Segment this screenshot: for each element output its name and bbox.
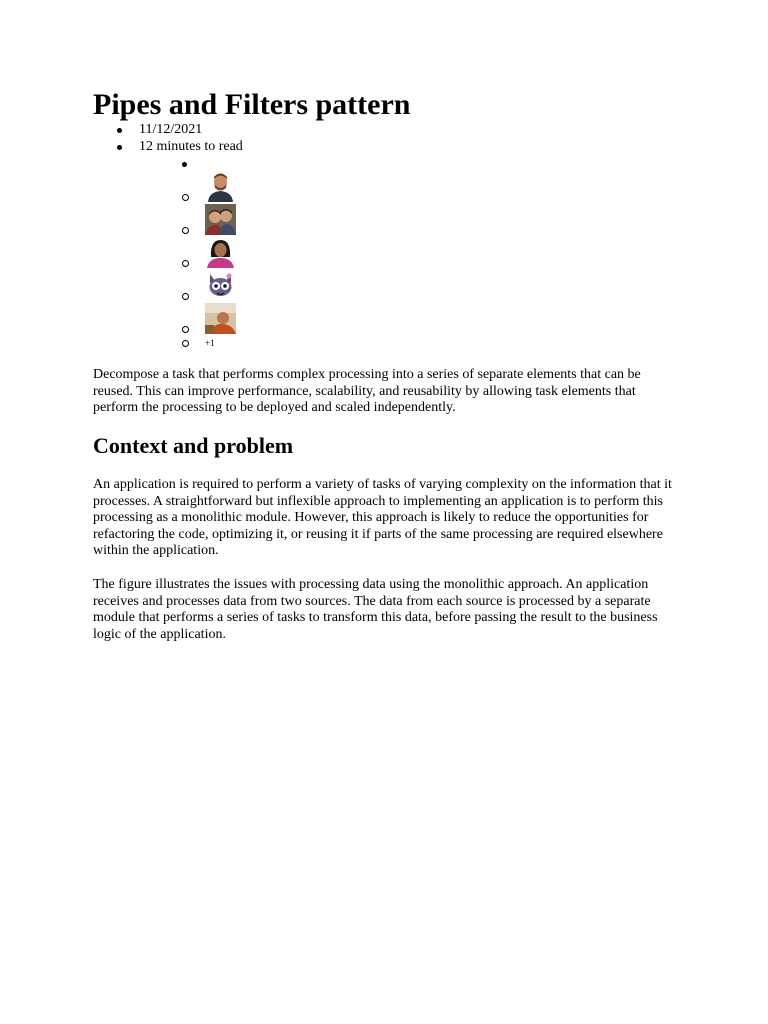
contributor-avatar[interactable] — [205, 270, 236, 301]
person-avatar-icon — [205, 237, 236, 268]
list-bullet — [182, 162, 187, 167]
cartoon-avatar-icon — [205, 270, 236, 301]
list-bullet — [182, 293, 189, 300]
contributor-avatar[interactable] — [205, 204, 236, 235]
contributors-more-count[interactable]: +1 — [205, 338, 215, 348]
contributor-avatar[interactable] — [205, 237, 236, 268]
intro-paragraph: Decompose a task that performs complex processing into a series of separate elements that can be reused. This can improve performance, scalability, and reusability by allowing task elements that perform the processing to be deployed and scaled independently. — [93, 367, 641, 416]
list-bullet — [182, 260, 189, 267]
article-read-time: 12 minutes to read — [93, 138, 243, 155]
page-title: Pipes and Filters pattern — [93, 88, 411, 121]
person-avatar-icon — [205, 204, 236, 235]
person-avatar-icon — [205, 303, 236, 334]
contributor-avatar[interactable] — [205, 171, 236, 202]
article-date: 11/12/2021 — [93, 121, 243, 138]
list-bullet — [182, 194, 189, 201]
body-paragraph: The figure illustrates the issues with processing data using the monolithic approach. An application receives and processes data from two sources. The data from each source is processed by a separate module that performs a series of tasks to transform this data, before passing the result to the business logic of the application. — [93, 577, 658, 642]
contributor-avatar[interactable] — [205, 303, 236, 334]
article-metadata — [93, 121, 243, 155]
person-avatar-icon — [205, 171, 236, 202]
body-paragraph: An application is required to perform a variety of tasks of varying complexity on the information that it processes. A straightforward but inflexible approach to implementing an application is to perform this processing as a monolithic module. However, this approach is likely to reduce the opportunities for refactoring the code, optimizing it, or reusing it if parts of the same processing are required elsewhere within the application. — [93, 477, 672, 559]
section-heading: Context and problem — [93, 433, 294, 458]
list-bullet — [182, 326, 189, 333]
list-bullet — [182, 227, 189, 234]
list-bullet — [182, 340, 189, 347]
